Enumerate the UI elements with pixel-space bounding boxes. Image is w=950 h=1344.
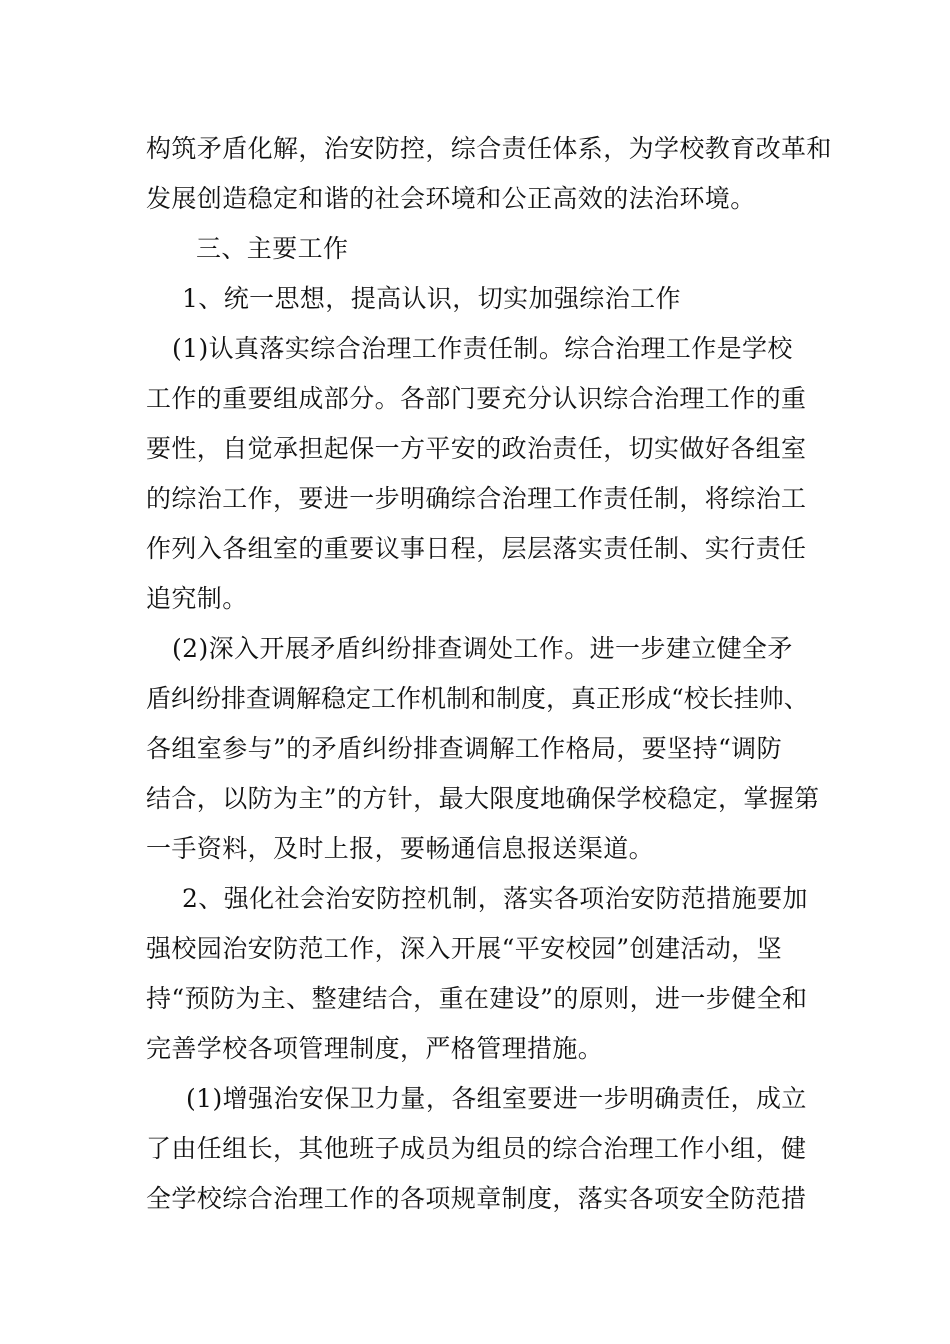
body-text-line: 工作的重要组成部分。各部门要充分认识综合治理工作的重 [146, 384, 807, 413]
body-text-line: 持“预防为主、整建结合，重在建设”的原则，进一步健全和 [146, 984, 808, 1013]
body-text-line: (1)增强治安保卫力量，各组室要进一步明确责任，成立 [186, 1084, 807, 1113]
body-text-line: 追究制。 [146, 584, 248, 613]
body-text-line: 作列入各组室的重要议事日程，层层落实责任制、实行责任 [146, 534, 807, 563]
body-text-line: (2)深入开展矛盾纠纷排查调处工作。进一步建立健全矛 [172, 634, 793, 663]
body-text-line: 各组室参与”的矛盾纠纷排查调解工作格局，要坚持“调防 [146, 734, 782, 763]
body-text-line: (1)认真落实综合治理工作责任制。综合治理工作是学校 [172, 334, 793, 363]
subsection-heading: 1、统一思想，提高认识，切实加强综治工作 [182, 284, 681, 313]
body-text-line: 发展创造稳定和谐的社会环境和公正高效的法治环境。 [146, 184, 756, 213]
body-text-line: 了由任组长，其他班子成员为组员的综合治理工作小组，健 [146, 1134, 807, 1163]
section-heading: 三、主要工作 [196, 234, 349, 263]
body-text-line: 全学校综合治理工作的各项规章制度，落实各项安全防范措 [146, 1184, 807, 1213]
body-text-line: 盾纠纷排查调解稳定工作机制和制度，真正形成“校长挂帅、 [146, 684, 809, 713]
subsection-heading: 2、强化社会治安防控机制，落实各项治安防范措施要加 [182, 884, 808, 913]
body-text-line: 完善学校各项管理制度，严格管理措施。 [146, 1034, 604, 1063]
body-text-line: 结合，以防为主”的方针，最大限度地确保学校稳定，掌握第 [146, 784, 820, 813]
body-text-line: 的综治工作，要进一步明确综合治理工作责任制，将综治工 [146, 484, 807, 513]
body-text-line: 一手资料，及时上报，要畅通信息报送渠道。 [146, 834, 655, 863]
body-text-line: 构筑矛盾化解，治安防控，综合责任体系，为学校教育改革和 [146, 134, 832, 163]
body-text-line: 要性，自觉承担起保一方平安的政治责任，切实做好各组室 [146, 434, 807, 463]
body-text-line: 强校园治安防范工作，深入开展“平安校园”创建活动，坚 [146, 934, 782, 963]
